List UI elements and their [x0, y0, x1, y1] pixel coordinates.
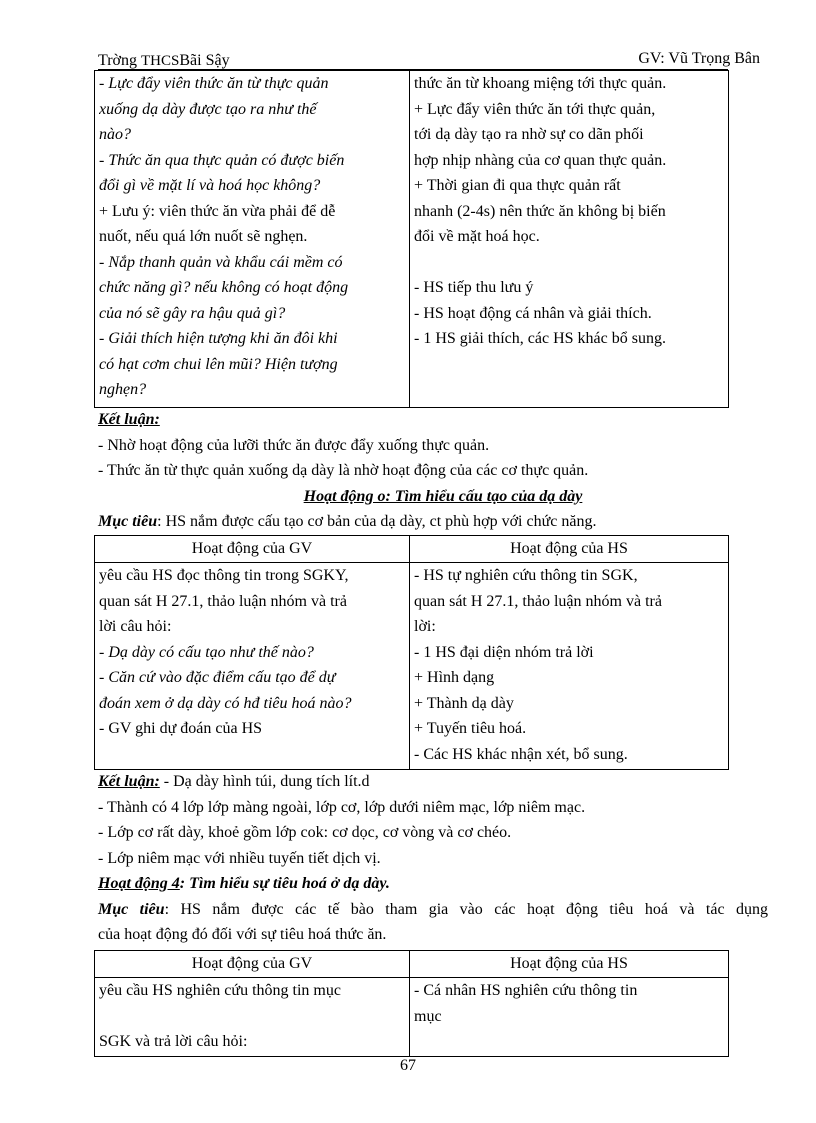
- blank-line: [99, 1004, 405, 1030]
- table-line: quan sát H 27.1, thảo luận nhóm và trả: [414, 592, 662, 610]
- table-line: đoán xem ở dạ dày có hđ tiêu hoá nào?: [99, 694, 352, 712]
- table-line: lời:: [414, 618, 436, 635]
- goal-label: Mục tiêu: [98, 513, 158, 530]
- table-line: - Dạ dày có cấu tạo như thế nào?: [99, 643, 314, 661]
- hs-cell: [410, 563, 729, 770]
- column-header-gv: Hoạt động của GV: [95, 951, 410, 978]
- goal-text: : HS nắm được các tế bào tham gia vào các hoạt động tiêu hoá và tác dụng: [164, 900, 768, 918]
- table-line: yêu cầu HS nghiên cứu thông tin mục: [99, 982, 341, 999]
- table-row: [95, 563, 729, 770]
- hs-cell: [410, 71, 729, 408]
- table-line: - Thức ăn qua thực quản có được biến: [99, 151, 345, 169]
- conclusion-heading: Kết luận:: [98, 773, 160, 790]
- conclusion-line: - Lớp cơ rất dày, khoẻ gồm lớp cok: cơ dọc, cơ vòng và cơ chéo.: [98, 824, 512, 841]
- table-line: nhanh (2-4s) nên thức ăn không bị biến: [414, 202, 666, 220]
- table-line: đổi về mặt hoá học.: [414, 228, 540, 245]
- column-header-hs: Hoạt động của HS: [410, 951, 729, 978]
- table-line: - Cá nhân HS nghiên cứu thông tin: [414, 982, 638, 999]
- activity-3-title: Hoạt động o: Tìm hiểu cấu tạo của dạ dày: [303, 487, 583, 505]
- table-line: + Tuyến tiêu hoá.: [414, 720, 527, 737]
- school-abbr: THCS: [141, 53, 180, 69]
- table-line: đổi gì về mặt lí và hoá học không?: [99, 177, 321, 194]
- blank-line: [414, 250, 724, 276]
- table-line: - HS tiếp thu lưu ý: [414, 279, 534, 296]
- table-header-row: [95, 951, 729, 978]
- activity-table-2: [94, 535, 729, 770]
- table-line: nuốt, nếu quá lớn nuốt sẽ nghẹn.: [99, 228, 308, 245]
- conclusion-line: - Thành có 4 lớp lớp màng ngoài, lớp cơ, lớp dưới niêm mạc, lớp niêm mạc.: [98, 798, 586, 816]
- activity-4-title: : Tìm hiểu sự tiêu hoá ở dạ dày.: [179, 875, 390, 892]
- table-line: + Lực đẩy viên thức ăn tới thực quản,: [414, 100, 656, 118]
- table-header-row: [95, 536, 729, 563]
- teacher-name: GV: Vũ Trọng Bân: [638, 50, 760, 67]
- column-header-gv: Hoạt động của GV: [95, 536, 410, 563]
- school-name: Bãi Sậy: [179, 52, 230, 69]
- school-label: [98, 52, 230, 70]
- table-line: có hạt cơm chui lên mũi? Hiện tượng: [99, 355, 338, 373]
- hs-cell: [410, 978, 729, 1057]
- school-prefix: Trờng: [98, 52, 137, 69]
- page-number: 67: [400, 1057, 416, 1074]
- table-line: - GV ghi dự đoán của HS: [99, 720, 263, 737]
- table-line: quan sát H 27.1, thảo luận nhóm và trả: [99, 592, 347, 610]
- gv-cell: [95, 978, 410, 1057]
- table-row: [95, 978, 729, 1057]
- conclusion-line: - Nhờ hoạt động của lưỡi thức ăn được đẩy xuống thực quản.: [98, 436, 490, 454]
- column-header-hs: Hoạt động của HS: [410, 536, 729, 563]
- table-line: + Thành dạ dày: [414, 694, 514, 712]
- table-line: - Các HS khác nhận xét, bổ sung.: [414, 745, 628, 763]
- gv-cell: [95, 563, 410, 770]
- table-line: thức ăn từ khoang miệng tới thực quản.: [414, 75, 667, 92]
- table-line: + Hình dạng: [414, 669, 495, 686]
- gv-cell: [95, 71, 410, 408]
- activity-4-label: Hoạt động 4: [98, 875, 180, 892]
- table-line: - HS hoạt động cá nhân và giải thích.: [414, 304, 652, 322]
- goal-text-continued: của hoạt động đó đối với sự tiêu hoá thức ăn.: [98, 926, 387, 943]
- conclusion-line: - Lớp niêm mạc với nhiều tuyến tiết dịch vị.: [98, 849, 381, 867]
- table-line: nào?: [99, 126, 131, 143]
- table-line: - HS tự nghiên cứu thông tin SGK,: [414, 567, 638, 584]
- conclusion-line: - Thức ăn từ thực quản xuống dạ dày là nhờ hoạt động của các cơ thực quản.: [98, 462, 589, 479]
- page-header: [98, 50, 760, 70]
- table-line: mục: [414, 1007, 442, 1025]
- conclusion-2: [98, 769, 768, 948]
- conclusion-line: - Dạ dày hình túi, dung tích lít.d: [159, 773, 370, 790]
- table-line: - Giải thích hiện tượng khi ăn đôi khi: [99, 330, 338, 347]
- table-line: của nó sẽ gây ra hậu quả gì?: [99, 304, 286, 322]
- table-line: + Lưu ý: viên thức ăn vừa phải để dễ: [99, 202, 336, 220]
- table-line: + Thời gian đi qua thực quản rất: [414, 177, 621, 194]
- table-line: nghẹn?: [99, 381, 147, 398]
- goal-text: : HS nắm được cấu tạo cơ bản của dạ dày, ct phù hợp với chức năng.: [157, 513, 597, 530]
- table-line: - Lực đẩy viên thức ăn từ thực quản: [99, 75, 329, 92]
- table-row: [95, 71, 729, 408]
- table-line: lời câu hỏi:: [99, 618, 172, 635]
- activity-table-1: [94, 70, 729, 408]
- table-line: chức năng gì? nếu không có hoạt động: [99, 279, 349, 296]
- table-line: - 1 HS giải thích, các HS khác bổ sung.: [414, 330, 666, 347]
- table-line: - Nắp thanh quản và khẩu cái mềm có: [99, 253, 343, 271]
- table-line: xuống dạ dày được tạo ra như thế: [99, 100, 317, 118]
- conclusion-heading: Kết luận:: [98, 411, 160, 428]
- table-line: yêu cầu HS đọc thông tin trong SGKY,: [99, 567, 349, 584]
- table-line: SGK và trả lời câu hỏi:: [99, 1033, 248, 1050]
- table-line: hợp nhịp nhàng của cơ quan thực quản.: [414, 151, 667, 169]
- activity-table-3: [94, 950, 729, 1057]
- goal-label: Mục tiêu: [98, 900, 165, 918]
- table-line: - Căn cứ vào đặc điểm cấu tạo để dự: [99, 669, 336, 686]
- table-line: tới dạ dày tạo ra nhờ sự co dãn phối: [414, 126, 644, 143]
- conclusion-1: [98, 407, 768, 535]
- table-line: - 1 HS đại diện nhóm trả lời: [414, 643, 594, 661]
